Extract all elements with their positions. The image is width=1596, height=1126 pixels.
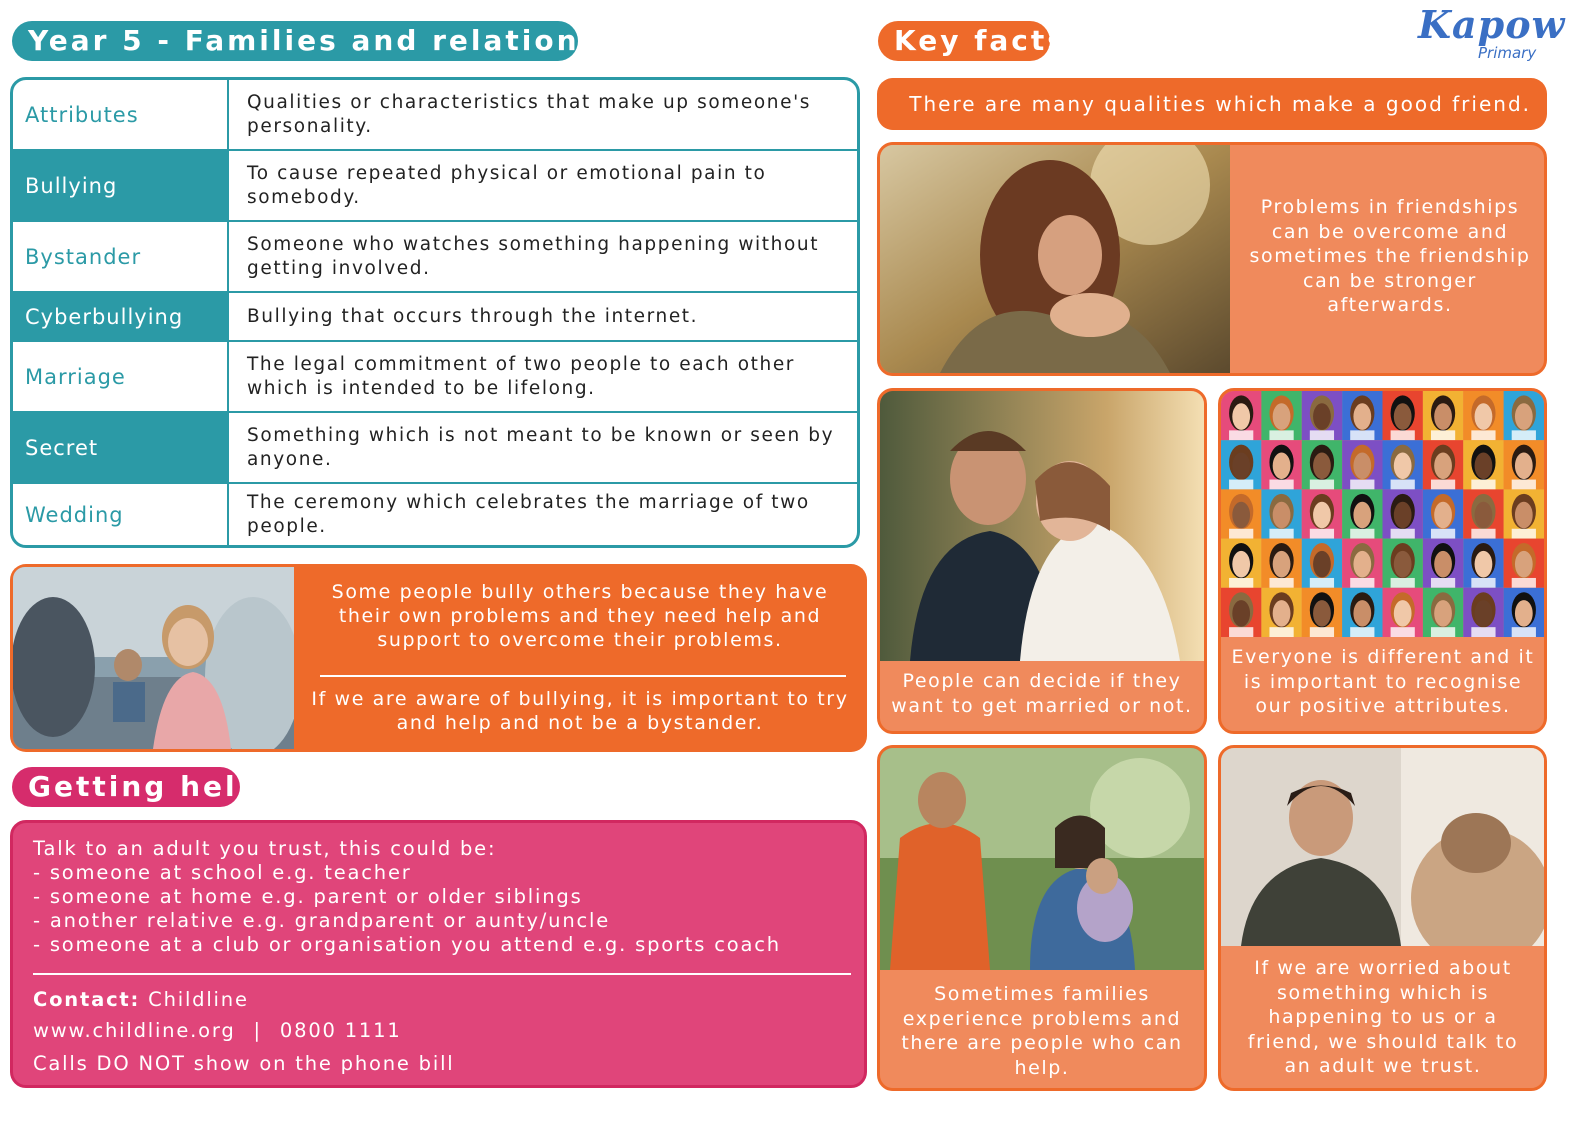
help-divider xyxy=(33,973,851,975)
vocab-row xyxy=(13,484,857,545)
logo-main-text: Kapow xyxy=(1418,2,1566,47)
childline-phone: 0800 1111 xyxy=(279,1019,402,1042)
family-photo xyxy=(880,748,1204,970)
diverse-faces-photo xyxy=(1221,391,1544,637)
page-title: Year 5 - Families and relationships xyxy=(12,21,578,61)
vocab-term: Attributes xyxy=(13,80,229,149)
vocab-definition: The ceremony which celebrates the marriage of two people. xyxy=(247,491,810,537)
classroom-photo xyxy=(13,567,294,749)
vocab-definition: Bullying that occurs through the internet. xyxy=(247,305,699,327)
vocab-term: Marriage xyxy=(13,342,229,411)
help-item: - someone at a club or organisation you attend e.g. sports coach xyxy=(33,933,781,956)
vocabulary-table xyxy=(10,77,860,548)
help-intro: Talk to an adult you trust, this could be: xyxy=(33,837,497,860)
key-fact-banner: There are many qualities which make a good friend. xyxy=(877,78,1547,130)
vocab-term: Cyberbullying xyxy=(13,293,229,340)
marriage-card xyxy=(877,388,1207,734)
attributes-card xyxy=(1218,388,1547,734)
vocab-row xyxy=(13,413,857,484)
vocab-definition: The legal commitment of two people to each other which is intended to be lifelong. xyxy=(247,353,796,399)
vocab-row xyxy=(13,222,857,293)
bullying-text-2: If we are aware of bullying, it is important to try and help and not be a bystander. xyxy=(311,688,849,734)
vocab-term: Wedding xyxy=(13,484,229,545)
vocab-row xyxy=(13,80,857,151)
bullying-divider xyxy=(320,675,846,677)
phone-bill-note: Calls DO NOT show on the phone bill xyxy=(33,1052,455,1075)
kapow-logo xyxy=(1418,2,1566,68)
friendship-caption: Problems in friendships can be overcome and sometimes the friendship can be stronger afterwards. xyxy=(1249,196,1531,316)
families-card xyxy=(877,745,1207,1091)
vocab-definition: Something which is not meant to be known or seen by anyone. xyxy=(247,424,835,470)
attributes-caption: Everyone is different and it is important to recognise our positive attributes. xyxy=(1231,646,1535,717)
wedding-photo xyxy=(880,391,1204,661)
vocab-term: Secret xyxy=(13,413,229,482)
getting-help-heading: Getting help xyxy=(12,767,240,807)
hug-photo xyxy=(880,145,1230,373)
worried-card xyxy=(1218,745,1547,1091)
help-item: - another relative e.g. grandparent or aunty/uncle xyxy=(33,909,611,932)
marriage-caption: People can decide if they want to get married or not. xyxy=(891,670,1193,717)
talking-photo xyxy=(1221,748,1544,946)
vocab-definition: Someone who watches something happening without getting involved. xyxy=(247,233,820,279)
bullying-text-1: Some people bully others because they have their own problems and they need help and support to overcome their problems. xyxy=(331,581,829,651)
vocab-definition: Qualities or characteristics that make up someone's personality. xyxy=(247,91,812,137)
childline-website-link[interactable]: www.childline.org xyxy=(33,1019,236,1042)
families-caption: Sometimes families experience problems and there are people who can help. xyxy=(901,983,1183,1079)
contact-label: Contact: xyxy=(33,988,141,1011)
bullying-info-box xyxy=(10,564,867,752)
vocab-row xyxy=(13,342,857,413)
logo-sub-text: Primary xyxy=(1478,44,1537,62)
contact-name: Childline xyxy=(148,988,249,1011)
vocab-row xyxy=(13,151,857,222)
getting-help-box xyxy=(10,820,867,1088)
worried-caption: If we are worried about something which is happening to us or a friend, we should talk to an adult we trust. xyxy=(1247,957,1519,1077)
help-item: - someone at home e.g. parent or older siblings xyxy=(33,885,583,908)
friendship-card xyxy=(877,142,1547,376)
key-facts-heading: Key facts xyxy=(878,21,1050,61)
help-item: - someone at school e.g. teacher xyxy=(33,861,412,884)
contact-details xyxy=(33,1019,402,1042)
vocab-definition: To cause repeated physical or emotional pain to somebody. xyxy=(247,162,767,208)
vocab-row xyxy=(13,293,857,342)
contact-separator: | xyxy=(253,1019,262,1042)
contact-line xyxy=(33,988,249,1011)
vocab-term: Bystander xyxy=(13,222,229,291)
vocab-term: Bullying xyxy=(13,151,229,220)
